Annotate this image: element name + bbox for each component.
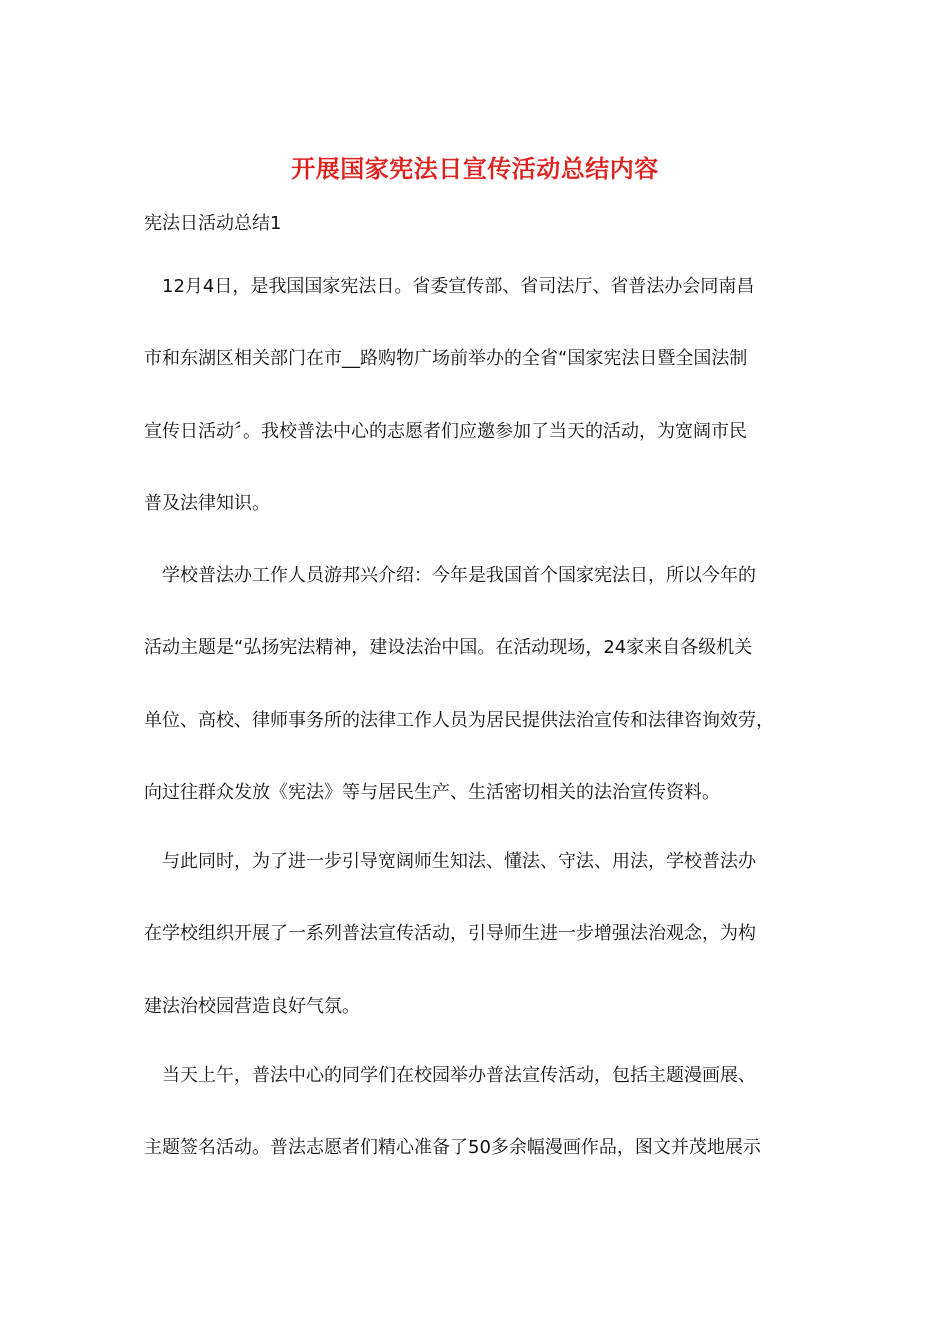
document-title: 开展国家宪法日宣传活动总结内容 [291,155,659,183]
text-line: 与此同时，为了进一步引导宽阔师生知法、懂法、守法、用法，学校普法办 [144,851,756,872]
text-line: 在学校组织开展了一系列普法宣传活动，引导师生进一步增强法治观念，为构 [144,923,756,944]
text-line: 宣传日活动〞。我校普法中心的志愿者们应邀参加了当天的活动，为宽阔市民 [144,421,747,442]
text-line: 单位、高校、律师事务所的法律工作人员为居民提供法治宣传和法律咨询效劳， [144,710,774,731]
text-line: 主题签名活动。普法志愿者们精心准备了50多余幅漫画作品，图文并茂地展示 [144,1137,761,1158]
text-line: 学校普法办工作人员游邦兴介绍：今年是我国首个国家宪法日，所以今年的 [144,565,756,586]
text-line: 当天上午，普法中心的同学们在校园举办普法宣传活动，包括主题漫画展、 [144,1065,756,1086]
section-heading: 宪法日活动总结1 [144,213,282,234]
text-line: 向过往群众发放《宪法》等与居民生产、生活密切相关的法治宣传资料。 [144,782,720,803]
text-line: 建法治校园营造良好气氛。 [144,996,360,1017]
text-line: 市和东湖区相关部门在市__路购物广场前举办的全省“国家宪法日暨全国法制 [144,348,748,369]
text-line: 普及法律知识。 [144,493,270,514]
text-line: 活动主题是“弘扬宪法精神，建设法治中国。在活动现场，24家来自各级机关 [144,637,753,658]
text-line: 12月4日，是我国国家宪法日。省委宣传部、省司法厅、省普法办会同南昌 [144,276,755,297]
